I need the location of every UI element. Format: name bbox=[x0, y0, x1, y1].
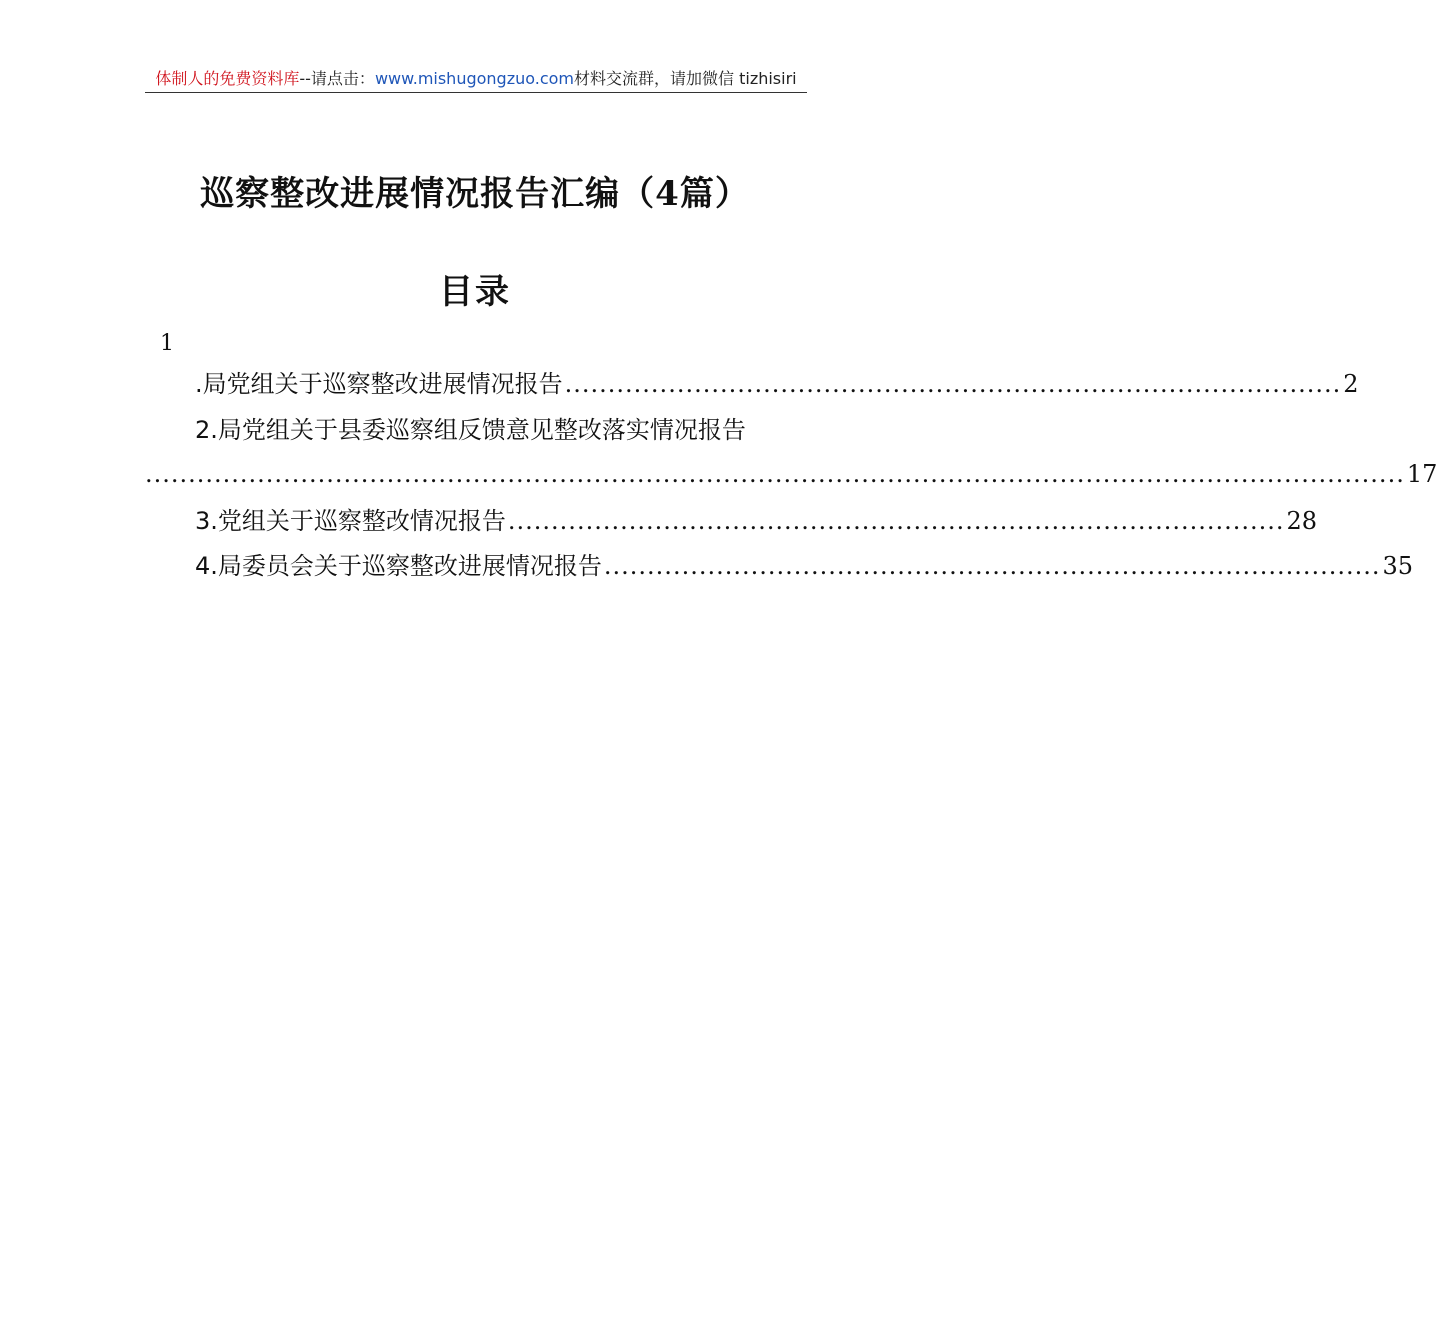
toc-entry[interactable] bbox=[195, 548, 1414, 584]
header-website-link[interactable]: www.mishugongzuo.com bbox=[374, 69, 575, 88]
toc-entry-page: 2 bbox=[1343, 370, 1359, 398]
toc-entry-page: 35 bbox=[1382, 552, 1414, 580]
toc-entry-continuation[interactable] bbox=[145, 456, 1437, 492]
toc-leader-dots: .......................................................................................... bbox=[507, 507, 1285, 535]
toc-entry[interactable] bbox=[195, 366, 1359, 402]
toc-entry[interactable] bbox=[195, 503, 1318, 539]
toc-entry-title: 3.党组关于巡察整改情况报告 bbox=[195, 507, 506, 535]
toc-entry[interactable] bbox=[195, 412, 807, 448]
toc-leader-dots: .......................................................................................... bbox=[603, 552, 1381, 580]
toc-leader-dots: .................................................................................................................................................. bbox=[145, 460, 1405, 488]
toc-leader-dots: .......................................................................................... bbox=[564, 370, 1342, 398]
toc-entry-title: 2.局党组关于县委巡察组反馈意见整改落实情况报告 bbox=[195, 416, 746, 444]
header-brand: 体制人的免费资料库 bbox=[155, 69, 300, 88]
page-header bbox=[145, 66, 807, 93]
header-contact-text: 材料交流群，请加微信 tizhisiri bbox=[574, 69, 797, 88]
toc-entry-page: 17 bbox=[1406, 460, 1437, 488]
document-title: 巡察整改进展情况报告汇编（4篇） bbox=[200, 174, 750, 214]
toc-entry-title: 4.局委员会关于巡察整改进展情况报告 bbox=[195, 552, 602, 580]
toc-entry-page: 28 bbox=[1286, 507, 1318, 535]
toc-entry-title: .局党组关于巡察整改进展情况报告 bbox=[195, 370, 563, 398]
toc-heading: 目录 bbox=[439, 272, 511, 312]
toc-stray-number: 1 bbox=[160, 331, 174, 356]
header-prompt: --请点击： bbox=[299, 69, 375, 88]
